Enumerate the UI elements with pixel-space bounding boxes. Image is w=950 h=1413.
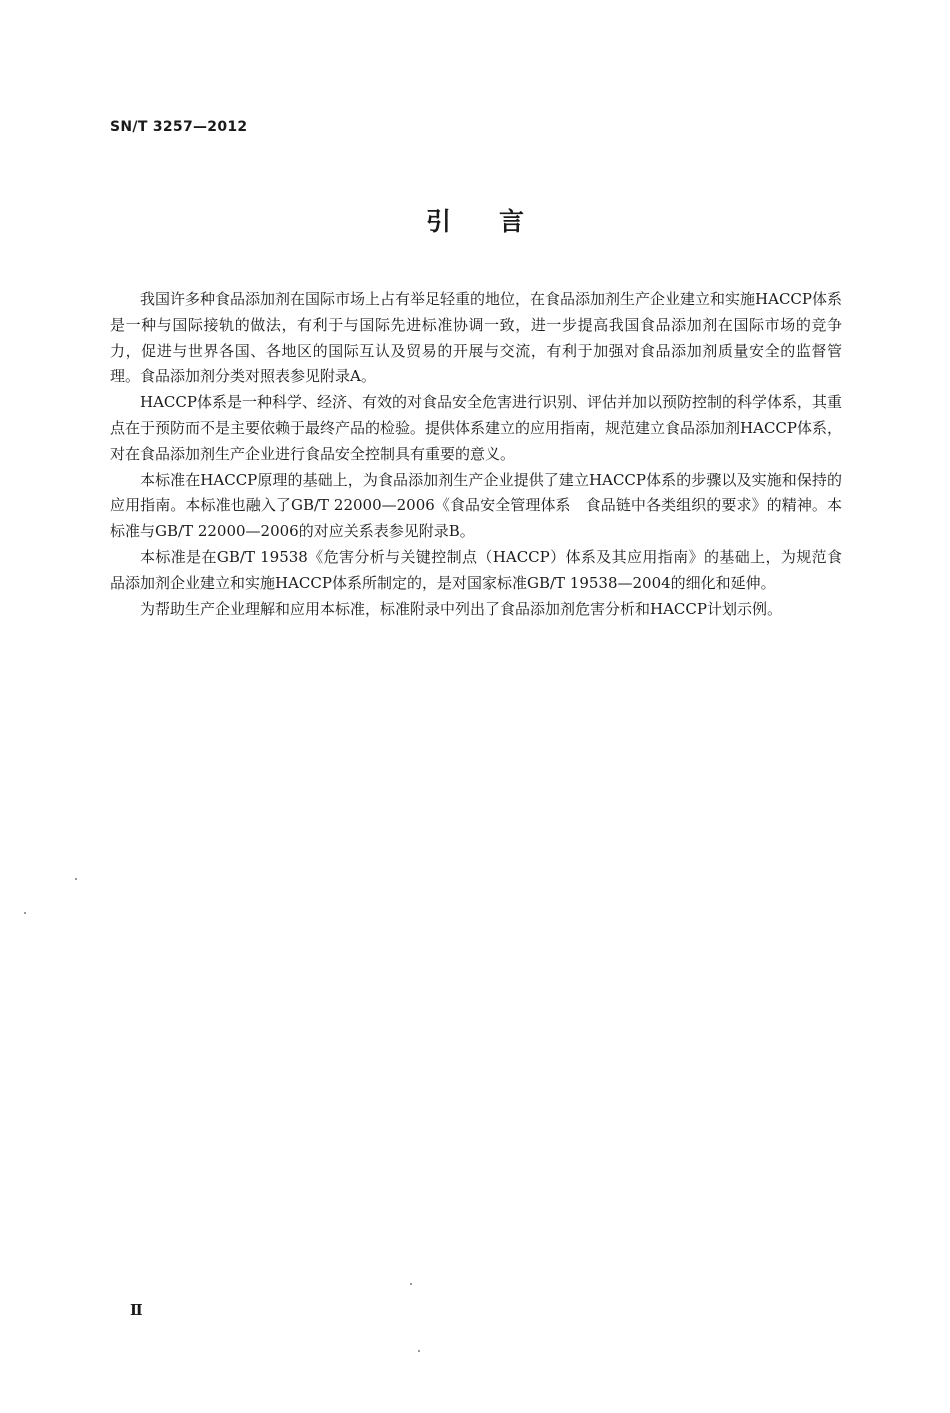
paragraph-2: HACCP体系是一种科学、经济、有效的对食品安全危害进行识别、评估并加以预防控制的科学体系，其重点在于预防而不是主要依赖于最终产品的检验。提供体系建立的应用指南，规范建立食品添加剂HACCP体系，对在食品添加剂生产企业进行食品安全控制具有重要的意义。 [110,393,842,463]
scan-speck [418,1350,420,1352]
paragraph-1: 我国许多种食品添加剂在国际市场上占有举足轻重的地位，在食品添加剂生产企业建立和实施HACCP体系是一种与国际接轨的做法，有利于与国际先进标准协调一致，进一步提高我国食品添加剂在国际市场的竞争力，促进与世界各国、各地区的国际互认及贸易的开展与交流，有利于加强对食品添加剂质量安全的监督管理。食品添加剂分类对照表参见附录A。 [110,290,842,386]
scan-speck [410,1283,412,1285]
paragraph-3: 本标准在HACCP原理的基础上，为食品添加剂生产企业提供了建立HACCP体系的步骤以及实施和保持的应用指南。本标准也融入了GB/T 22000—2006《食品安全管理体系 食品链中各类组织的要求》的精神。本标准与GB/T 22000—2006的对应关系表参见附录B。 [110,470,842,541]
standard-code: SN/T 3257—2012 [110,119,248,135]
paragraph-4: 本标准是在GB/T 19538《危害分析与关键控制点（HACCP）体系及其应用指南》的基础上，为规范食品添加剂企业建立和实施HACCP体系所制定的，是对国家标准GB/T 19538—2004的细化和延伸。 [110,547,842,592]
page-number: Ⅱ [130,1301,143,1319]
paragraph-5: 为帮助生产企业理解和应用本标准，标准附录中列出了食品添加剂危害分析和HACCP计划示例。 [140,599,782,618]
scan-speck [75,878,77,880]
scan-speck [24,912,26,914]
body-text [110,287,842,622]
page-title: 引言 [425,207,572,236]
